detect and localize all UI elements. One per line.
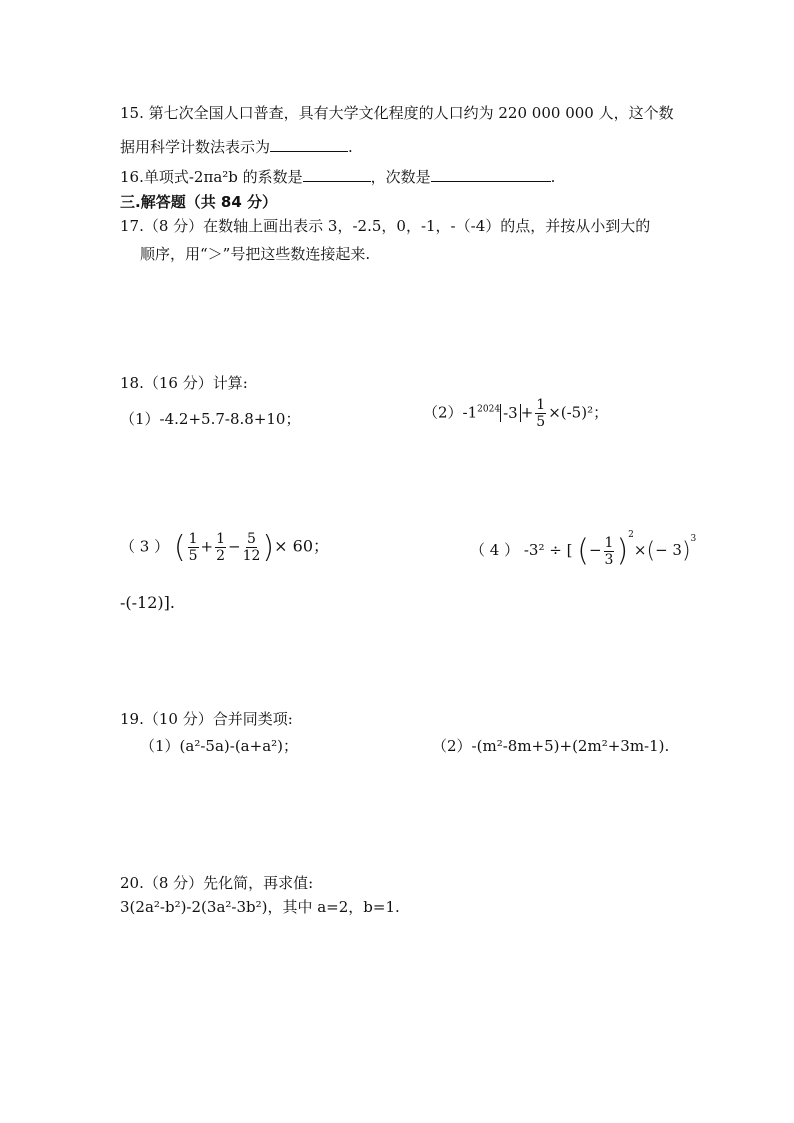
q18-p3-f3d: 12	[242, 548, 261, 564]
q15-answer-blank[interactable]	[270, 137, 348, 152]
q18-title: 18.（16 分）计算:	[120, 374, 248, 392]
q18-p4-exponent: 2	[628, 530, 634, 540]
q18-p2-abs: -3	[500, 404, 521, 422]
q15-line2	[120, 136, 353, 157]
q19-part1: （1）(a²-5a)-(a+a²)；	[140, 737, 298, 755]
q15-end: .	[348, 138, 353, 156]
q18-p4-num: 1	[604, 534, 614, 551]
q18-p4-lparen2: (	[646, 538, 656, 564]
q18-part3	[120, 530, 329, 565]
q18-p2-label: （2）-1	[423, 403, 478, 422]
q15-line1: 15. 第七次全国人口普查，具有大学文化程度的人口约为 220 000 000 人，这个数	[120, 104, 674, 122]
q18-p3-plus: +	[200, 537, 214, 556]
q18-p3-lparen: (	[173, 530, 186, 565]
q19-part2: （2）-(m²-8m+5)+(2m²+3m-1).	[432, 737, 670, 755]
q17-line1: 17.（8 分）在数轴上画出表示 3，-2.5，0，-1，-（-4）的点，并按从小到大的	[120, 217, 651, 235]
q16-coefficient-blank[interactable]	[303, 167, 371, 182]
q18-p2-rest: ×(-5)²；	[548, 403, 609, 422]
q18-part2	[423, 397, 608, 430]
q19-title: 19.（10 分）合并同类项:	[120, 710, 293, 728]
q18-p4-exponent2: 3	[690, 534, 697, 544]
q18-p4-sign: −	[588, 541, 602, 559]
q18-p2-fraction	[535, 397, 546, 430]
q18-p3-frac2	[215, 531, 226, 564]
q18-p2-den: 5	[536, 414, 546, 430]
q16-prefix: 16.单项式-2πa²b 的系数是	[120, 168, 303, 186]
q18-p3-f2n: 1	[216, 531, 226, 547]
section-heading: 三.解答题（共 84 分）	[120, 193, 278, 211]
q18-p2-plus: +	[520, 403, 534, 422]
q15-text: 据用科学计数法表示为	[120, 138, 271, 156]
q17-line2: 顺序，用“＞”号把这些数连接起来.	[140, 245, 371, 263]
q18-p4-lparen: (	[577, 533, 589, 569]
q18-p4-continuation: -(-12)].	[120, 593, 175, 612]
q18-p4-den: 3	[604, 551, 614, 568]
q18-p3-f3n: 5	[247, 531, 256, 547]
q18-p4-times: ×	[633, 541, 647, 559]
q18-p4-rparen2: )	[681, 538, 691, 564]
q18-p4-rparen: )	[616, 533, 629, 569]
q18-p4-fraction	[604, 535, 615, 568]
q16-line	[120, 166, 555, 187]
q18-p3-frac1	[188, 531, 199, 564]
q18-p3-f2d: 2	[216, 548, 226, 564]
q18-p2-num: 1	[536, 397, 546, 413]
q20-title: 20.（8 分）先化简，再求值:	[120, 874, 314, 892]
q16-end: .	[550, 168, 556, 186]
q18-p4-inner: − 3	[655, 541, 682, 559]
q18-p3-frac3	[243, 531, 261, 564]
q18-p3-f1d: 5	[188, 548, 198, 564]
q18-part4	[470, 530, 696, 569]
q18-p3-rparen: )	[262, 530, 275, 565]
q18-p3-rest: × 60；	[274, 536, 329, 556]
q16-mid: ，次数是	[370, 168, 431, 186]
q18-part1: （1）-4.2+5.7-8.8+10；	[120, 410, 301, 428]
q18-p3-f1n: 1	[188, 531, 198, 547]
q18-p3-minus: −	[228, 537, 241, 556]
q18-p3-label: （ 3 ）	[120, 537, 170, 556]
q18-p4-label: （ 4 ） -3² ÷ [	[470, 541, 573, 559]
q18-p2-exponent: 2024	[477, 404, 501, 415]
q20-expression: 3(2a²-b²)-2(3a²-3b²)，其中 a=2，b=1.	[120, 898, 400, 916]
q16-degree-blank[interactable]	[431, 167, 551, 182]
